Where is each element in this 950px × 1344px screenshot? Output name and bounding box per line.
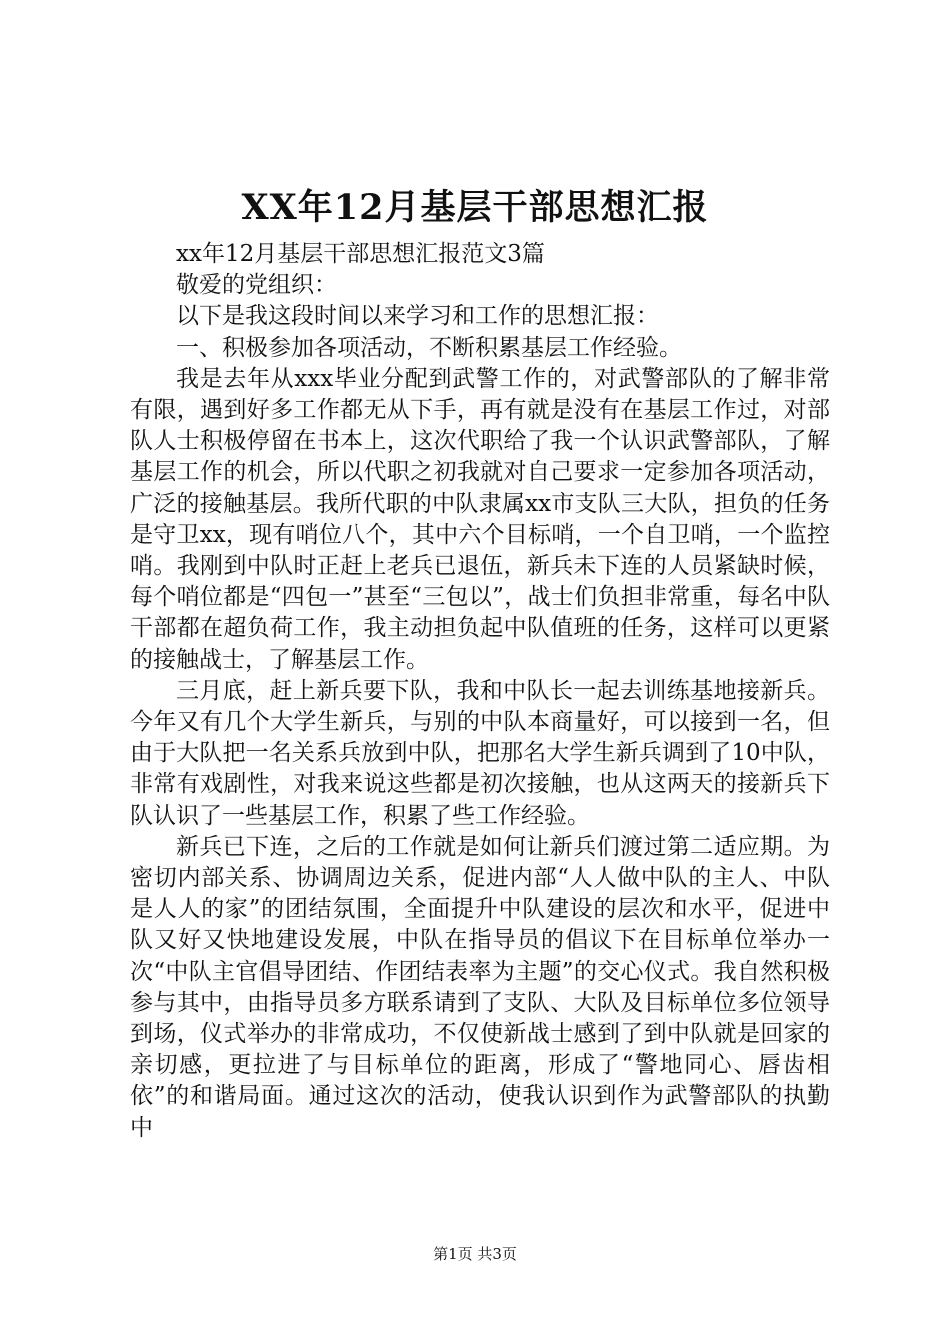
paragraph-intro: 以下是我这段时间以来学习和工作的思想汇报： (176, 303, 659, 330)
paragraph: 新兵已下连，之后的工作就是如何让新兵们渡过第二适应期。为密切内部关系、协调周边关系，促进内部“人人做中队的主人、中队是人人的家”的团结氛围，全面提升中队建设的层次和水平，促进中队又好又快地建设发展，中队在指导员的倡议下在目标单位举办一次“中队主官倡导团结、作团结表率为主题”的交心仪式。我自然积极参与其中，由指导员多方联系请到了支队、大队及目标单位多位领导到场，仪式举办的非常成功，不仅使新战士感到了到中队就是回家的亲切感，更拉进了与目标单位的距离，形成了“警地同心、唇齿相依”的和谐局面。通过这次的活动，使我认识到作为武警部队的执勤中 (130, 833, 830, 1141)
document-body (130, 239, 830, 1144)
section-heading: 一、积极参加各项活动，不断积累基层工作经验。 (176, 334, 682, 361)
paragraph: 三月底，赶上新兵要下队，我和中队长一起去训练基地接新兵。今年又有几个大学生新兵，与别的中队本商量好，可以接到一名，但由于大队把一名关系兵放到中队，把那名大学生新兵调到了10中队，非常有戏剧性，对我来说这些都是初次接触，也从这两天的接新兵下队认识了一些基层工作，积累了些工作经验。 (130, 677, 830, 829)
page-footer: 第1页 共3页 (433, 1245, 517, 1263)
paragraph: 我是去年从xxx毕业分配到武警工作的，对武警部队的了解非常有限，遇到好多工作都无从下手，再有就是没有在基层工作过，对部队人士积极停留在书本上，这次代职给了我一个认识武警部队，了解基层工作的机会，所以代职之初我就对自己要求一定参加各项活动，广泛的接触基层。我所代职的中队隶属xx市支队三大队，担负的任务是守卫xx，现有哨位八个，其中六个目标哨，一个自卫哨，一个监控哨。我刚到中队时正赶上老兵已退伍，新兵未下连的人员紧缺时候，每个哨位都是“四包一”甚至“三包以”，战士们负担非常重，每名中队干部都在超负荷工作，我主动担负起中队值班的任务，这样可以更紧的接触战士，了解基层工作。 (130, 365, 830, 673)
paragraph-salutation: 敬爱的党组织： (176, 272, 337, 299)
paragraph-subtitle: xx年12月基层干部思想汇报范文3篇 (176, 241, 545, 267)
document-title: XX年12月基层干部思想汇报 (241, 187, 709, 228)
